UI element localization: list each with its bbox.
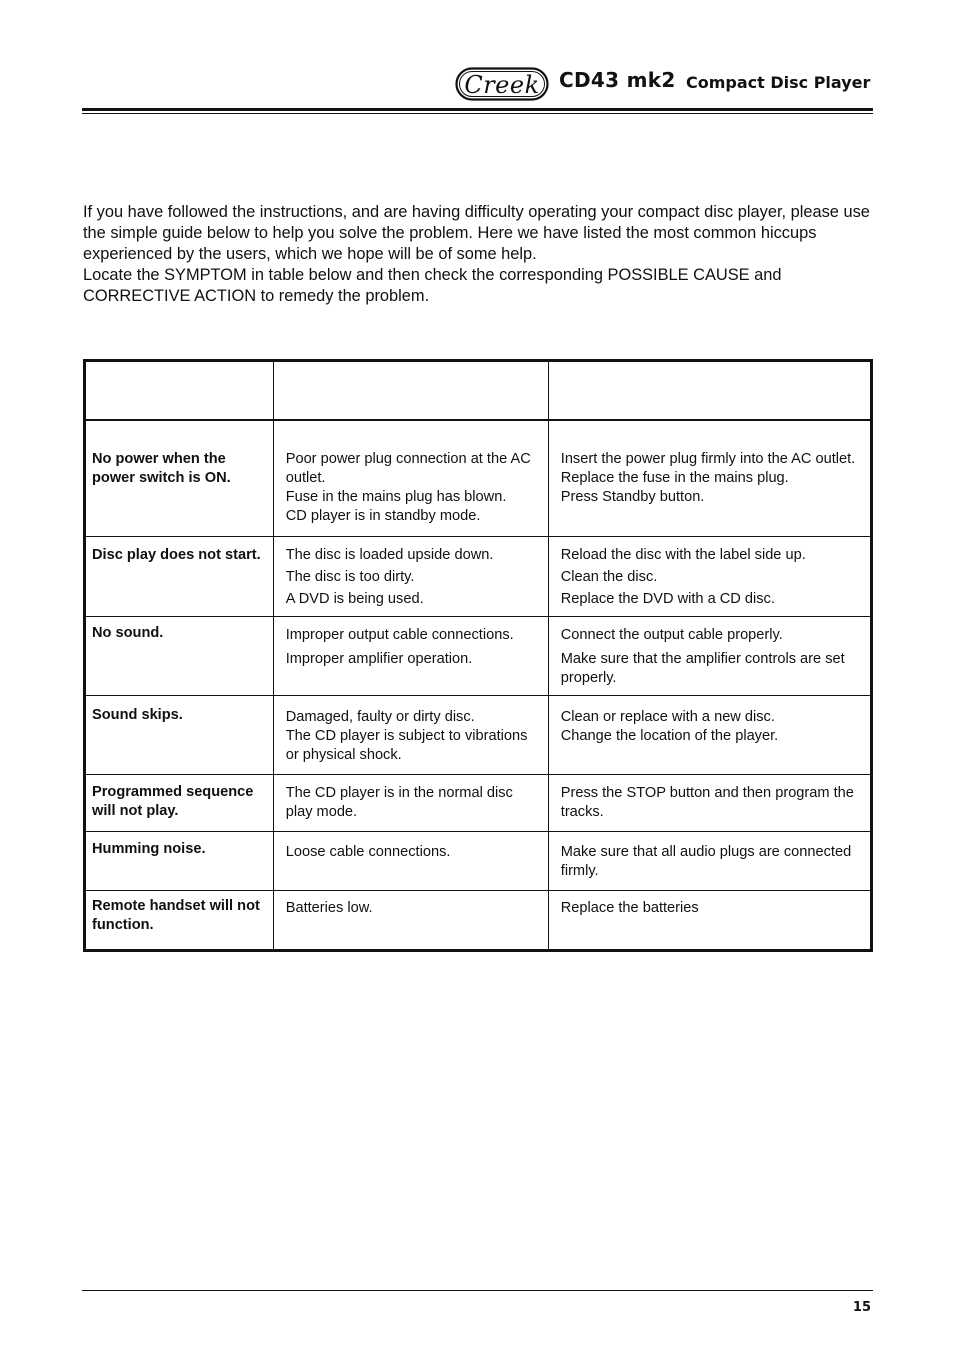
symptom-cell — [85, 616, 274, 695]
table-row — [85, 420, 872, 536]
action-text: Replace the DVD with a CD disc. — [560, 590, 775, 607]
table-row — [85, 774, 872, 831]
symptom-text: Disc play does not start. — [92, 546, 261, 563]
header-rule-thin — [82, 113, 873, 114]
header-rule — [82, 108, 873, 111]
intro-text — [83, 202, 873, 307]
table-header-row — [85, 361, 872, 421]
action-text: Make sure that all audio plugs are connected firmly. — [560, 843, 852, 879]
cause-cell — [273, 831, 548, 890]
cause-text: A DVD is being used. — [285, 590, 424, 607]
header-cell — [273, 361, 548, 421]
intro-paragraph: Locate the SYMPTOM in table below and then check the corresponding POSSIBLE CAUSE and CORRECTIVE ACTION to remedy the problem. — [83, 266, 782, 305]
cause-text: Fuse in the mains plug has blown. — [285, 489, 507, 505]
cause-text: The disc is loaded upside down. — [285, 546, 494, 563]
model-name: CD43 mk2 — [559, 68, 676, 92]
action-text: Make sure that the amplifier controls are set properly. — [560, 650, 845, 686]
action-text: Clean the disc. — [560, 568, 658, 585]
cause-text: Poor power plug connection at the AC outlet. — [285, 451, 531, 486]
action-text: Press Standby button. — [560, 489, 705, 505]
cause-cell — [273, 536, 548, 616]
cause-text: The CD player is in the normal disc play mode. — [285, 784, 513, 820]
action-cell — [548, 774, 871, 831]
table-row — [85, 831, 872, 890]
symptom-cell — [85, 536, 274, 616]
cause-text: The CD player is subject to vibrations or physical shock. — [285, 727, 528, 763]
action-text: Clean or replace with a new disc. — [560, 708, 775, 725]
header-cell — [85, 361, 274, 421]
table-row — [85, 890, 872, 950]
cause-text: The disc is too dirty. — [285, 568, 415, 585]
footer-rule — [82, 1290, 873, 1291]
action-text: Connect the output cable properly. — [560, 626, 783, 643]
symptom-text: Remote handset will not function. — [92, 897, 260, 933]
svg-text:Creek: Creek — [464, 71, 540, 99]
action-text: Change the location of the player. — [560, 727, 779, 744]
action-cell — [548, 890, 871, 950]
cause-text: Batteries low. — [285, 899, 373, 916]
symptom-text: No power when the power switch is ON. — [92, 451, 231, 486]
page-header — [82, 64, 873, 108]
cause-cell — [273, 695, 548, 774]
symptom-text: Sound skips. — [92, 706, 183, 723]
page-number: 15 — [852, 1300, 871, 1315]
symptom-cell — [85, 831, 274, 890]
table-row — [85, 536, 872, 616]
symptom-cell — [85, 695, 274, 774]
table-row — [85, 616, 872, 695]
cause-text: Improper amplifier operation. — [285, 650, 473, 667]
header-cell — [548, 361, 871, 421]
symptom-cell — [85, 774, 274, 831]
creek-logo — [455, 67, 549, 101]
action-cell — [548, 536, 871, 616]
cause-cell — [273, 890, 548, 950]
cause-text: Damaged, faulty or dirty disc. — [285, 708, 475, 725]
action-text: Press the STOP button and then program the tracks. — [560, 784, 854, 820]
cause-text: Improper output cable connections. — [285, 626, 514, 643]
cause-cell — [273, 420, 548, 536]
table-row — [85, 695, 872, 774]
product-name: Compact Disc Player — [686, 73, 871, 92]
action-cell — [548, 420, 871, 536]
symptom-cell — [85, 890, 274, 950]
symptom-text: No sound. — [92, 624, 164, 641]
cause-cell — [273, 616, 548, 695]
cause-cell — [273, 774, 548, 831]
action-cell — [548, 695, 871, 774]
action-text: Reload the disc with the label side up. — [560, 546, 806, 563]
intro-paragraph: If you have followed the instructions, and are having difficulty operating your compact disc player, please use the simple guide below to help you solve the problem. Here we have listed the most common hiccups experienced by the users, which we hope will be of some help. — [83, 203, 870, 263]
symptom-cell — [85, 420, 274, 536]
cause-text: CD player is in standby mode. — [285, 508, 481, 524]
action-text: Replace the batteries — [560, 899, 699, 916]
cause-text: Loose cable connections. — [285, 843, 451, 860]
action-text: Insert the power plug firmly into the AC outlet. — [560, 451, 856, 467]
action-cell — [548, 616, 871, 695]
troubleshooting-table — [83, 359, 873, 952]
action-cell — [548, 831, 871, 890]
symptom-text: Humming noise. — [92, 840, 206, 857]
action-text: Replace the fuse in the mains plug. — [560, 470, 789, 486]
symptom-text: Programmed sequence will not play. — [92, 783, 254, 819]
